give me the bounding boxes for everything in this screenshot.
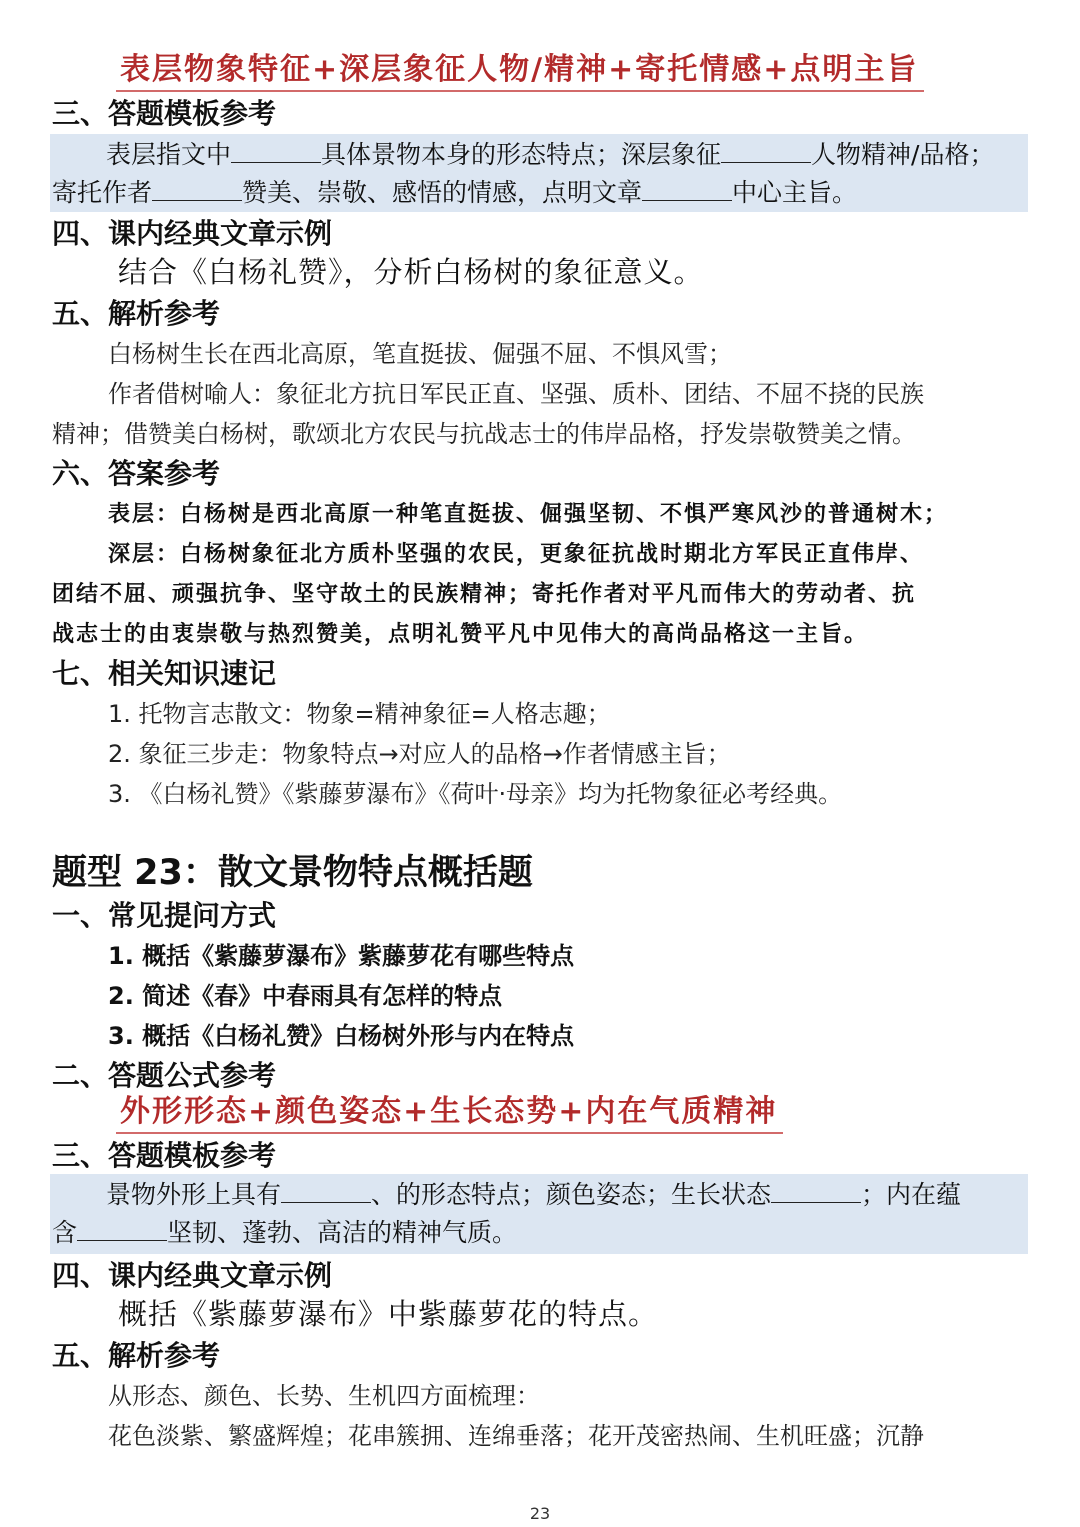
knowledge-item: 3. 《白杨礼赞》《紫藤萝瀑布》《荷叶·母亲》均为托物象征必考经典。 bbox=[108, 780, 843, 808]
example-question: 结合《白杨礼赞》，分析白杨树的象征意义。 bbox=[118, 255, 704, 289]
answer-line: 深层：白杨树象征北方质朴坚强的农民，更象征抗战时期北方军民正直伟岸、 bbox=[108, 541, 925, 567]
section-heading: 二、答题公式参考 bbox=[52, 1059, 277, 1092]
question-item: 3. 概括《白杨礼赞》白杨树外形与内在特点 bbox=[108, 1022, 575, 1050]
template-text: 坚韧、蓬勃、高洁的精神气质。 bbox=[167, 1218, 518, 1247]
template-line-1 bbox=[106, 136, 994, 174]
template-text: 表层指文中 bbox=[106, 140, 232, 169]
section-heading: 四、课内经典文章示例 bbox=[52, 217, 333, 250]
analysis-line: 白杨树生长在西北高原，笔直挺拔、倔强不屈、不惧风雪； bbox=[108, 340, 732, 368]
analysis-line: 精神；借赞美白杨树，歌颂北方农民与抗战志士的伟岸品格，抒发崇敬赞美之情。 bbox=[52, 420, 916, 448]
template-text: 含 bbox=[52, 1218, 78, 1247]
template-text: 景物外形上具有 bbox=[106, 1180, 282, 1209]
section-heading: 一、常见提问方式 bbox=[52, 899, 277, 932]
knowledge-item: 2. 象征三步走：物象特点→对应人的品格→作者情感主旨； bbox=[108, 740, 731, 768]
section-heading: 六、答案参考 bbox=[52, 457, 221, 490]
fill-blank bbox=[231, 142, 321, 163]
section-heading: 五、解析参考 bbox=[52, 1339, 221, 1372]
section-heading: 五、解析参考 bbox=[52, 297, 221, 330]
question-type-title: 题型 23：散文景物特点概括题 bbox=[52, 853, 533, 893]
section-heading: 三、答题模板参考 bbox=[52, 97, 277, 130]
example-question: 概括《紫藤萝瀑布》中紫藤萝花的特点。 bbox=[118, 1297, 659, 1331]
fill-blank bbox=[721, 142, 811, 163]
answer-template-box bbox=[50, 1174, 1028, 1254]
template-line-2 bbox=[52, 174, 857, 212]
analysis-line: 作者借树喻人：象征北方抗日军民正直、坚强、质朴、团结、不屈不挠的民族 bbox=[108, 380, 924, 408]
answer-line: 战志士的由衷崇敬与热烈赞美，点明礼赞平凡中见伟大的高尚品格这一主旨。 bbox=[52, 621, 869, 647]
template-text: 中心主旨。 bbox=[732, 178, 858, 207]
fill-blank bbox=[152, 180, 242, 201]
section-heading: 四、课内经典文章示例 bbox=[52, 1259, 333, 1292]
answer-template-box bbox=[50, 134, 1028, 212]
answer-formula: 外形形态+颜色姿态+生长态势+内在气质精神 bbox=[116, 1092, 783, 1134]
template-text: 人物精神/品格； bbox=[811, 140, 995, 169]
template-text: ；内在蕴 bbox=[861, 1180, 962, 1209]
knowledge-item: 1. 托物言志散文：物象=精神象征=人格志趣； bbox=[108, 700, 611, 728]
question-item: 1. 概括《紫藤萝瀑布》紫藤萝花有哪些特点 bbox=[108, 942, 575, 970]
template-line-2 bbox=[52, 1214, 517, 1252]
answer-line: 表层：白杨树是西北高原一种笔直挺拔、倔强坚韧、不惧严寒风沙的普通树木； bbox=[108, 501, 949, 527]
template-text: 具体景物本身的形态特点；深层象征 bbox=[321, 140, 722, 169]
analysis-line: 从形态、颜色、长势、生机四方面梳理： bbox=[108, 1382, 540, 1410]
answer-line: 团结不屈、顽强抗争、坚守故土的民族精神；寄托作者对平凡而伟大的劳动者、抗 bbox=[52, 581, 917, 607]
template-text: 赞美、崇敬、感悟的情感，点明文章 bbox=[242, 178, 643, 207]
page-number: 23 bbox=[529, 1504, 551, 1523]
template-text: 寄托作者 bbox=[52, 178, 153, 207]
section-heading: 三、答题模板参考 bbox=[52, 1139, 277, 1172]
fill-blank bbox=[77, 1220, 167, 1241]
fill-blank bbox=[642, 180, 732, 201]
question-item: 2. 简述《春》中春雨具有怎样的特点 bbox=[108, 982, 503, 1010]
section-heading: 七、相关知识速记 bbox=[52, 657, 277, 690]
template-text: 、的形态特点；颜色姿态；生长状态 bbox=[371, 1180, 772, 1209]
fill-blank bbox=[281, 1182, 371, 1203]
analysis-line: 花色淡紫、繁盛辉煌；花串簇拥、连绵垂落；花开茂密热闹、生机旺盛；沉静 bbox=[108, 1422, 924, 1450]
answer-formula: 表层物象特征+深层象征人物/精神+寄托情感+点明主旨 bbox=[116, 50, 924, 92]
fill-blank bbox=[771, 1182, 861, 1203]
template-line-1 bbox=[106, 1176, 961, 1214]
